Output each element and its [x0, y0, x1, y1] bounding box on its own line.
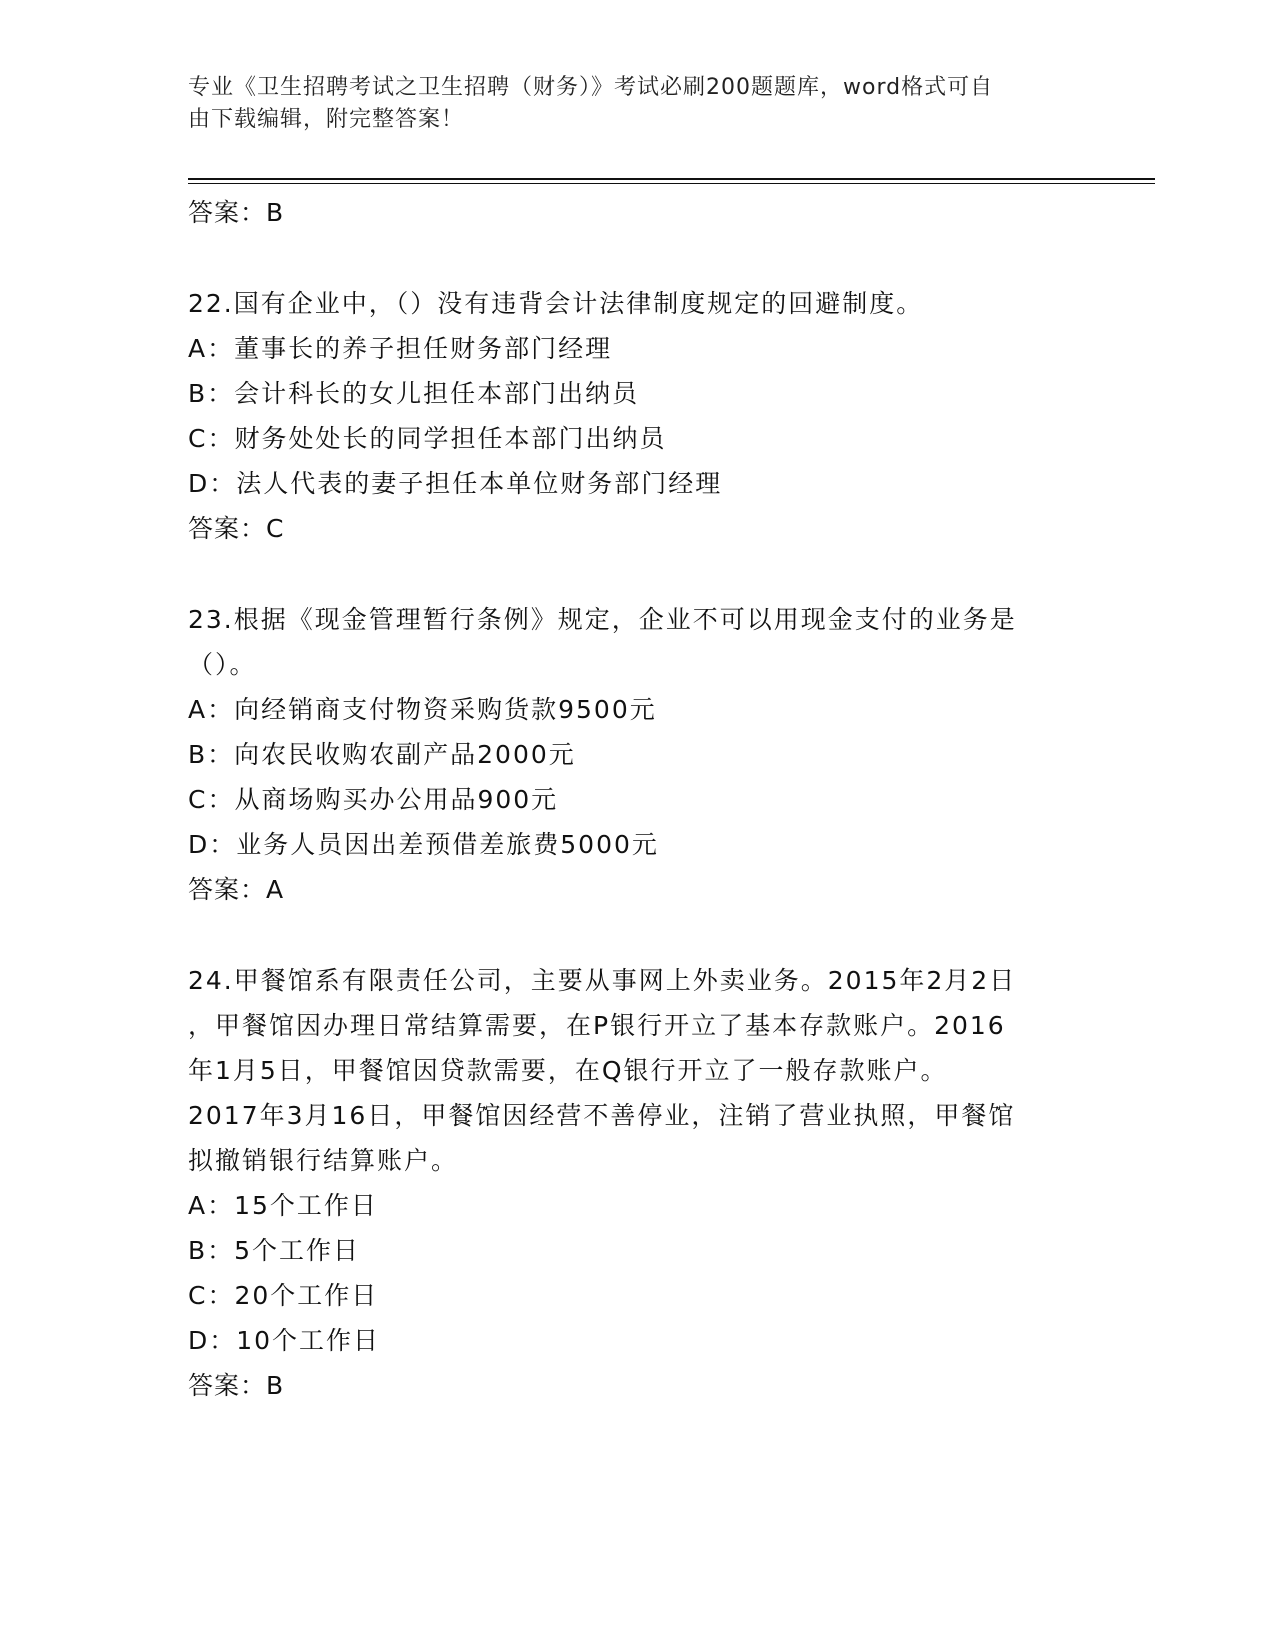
option-d: D：业务人员因出差预借差旅费5000元 — [188, 830, 659, 859]
answer: 答案：B — [188, 1371, 285, 1400]
question-text: （）。 — [188, 650, 257, 679]
question-text: 22.国有企业中，（）没有违背会计法律制度规定的回避制度。 — [188, 289, 924, 318]
option-b: B：向农民收购农副产品2000元 — [188, 740, 576, 769]
option-a: A：董事长的养子担任财务部门经理 — [188, 334, 613, 363]
option-c: C：20个工作日 — [188, 1281, 379, 1310]
question-24 — [188, 958, 1088, 1408]
option-a: A：向经销商支付物资采购货款9500元 — [188, 695, 657, 724]
option-d: D：法人代表的妻子担任本单位财务部门经理 — [188, 469, 723, 498]
question-text: 2017年3月16日，甲餐馆因经营不善停业，注销了营业执照，甲餐馆 — [188, 1101, 1016, 1130]
header-line-2: 由下载编辑，附完整答案！ — [188, 107, 465, 132]
previous-answer: 答案：B — [188, 198, 285, 227]
page-header — [188, 72, 1088, 136]
spacer — [188, 551, 1088, 597]
answer: 答案：A — [188, 875, 285, 904]
header-line-1: 专业《卫生招聘考试之卫生招聘（财务）》考试必刷200题题库，word格式可自 — [188, 75, 994, 100]
spacer — [188, 235, 1088, 281]
question-text: 拟撤销银行结算账户。 — [188, 1146, 459, 1175]
question-text: 年1月5日，甲餐馆因贷款需要，在Q银行开立了一般存款账户。 — [188, 1056, 948, 1085]
question-22 — [188, 281, 1088, 551]
option-b: B：会计科长的女儿担任本部门出纳员 — [188, 379, 640, 408]
header-divider-thin — [188, 183, 1155, 184]
answer: 答案：C — [188, 514, 285, 543]
option-c: C：从商场购买办公用品900元 — [188, 785, 559, 814]
header-divider-thick — [188, 178, 1155, 180]
option-b: B：5个工作日 — [188, 1236, 361, 1265]
question-text: ，甲餐馆因办理日常结算需要，在P银行开立了基本存款账户。2016 — [188, 1011, 1006, 1040]
question-text: 24.甲餐馆系有限责任公司，主要从事网上外卖业务。2015年2月2日 — [188, 966, 1017, 995]
spacer — [188, 912, 1088, 958]
option-d: D：10个工作日 — [188, 1326, 381, 1355]
option-c: C：财务处处长的同学担任本部门出纳员 — [188, 424, 667, 453]
question-list — [188, 190, 1088, 1408]
question-text: 23.根据《现金管理暂行条例》规定，企业不可以用现金支付的业务是 — [188, 605, 1017, 634]
option-a: A：15个工作日 — [188, 1191, 378, 1220]
question-23 — [188, 597, 1088, 912]
